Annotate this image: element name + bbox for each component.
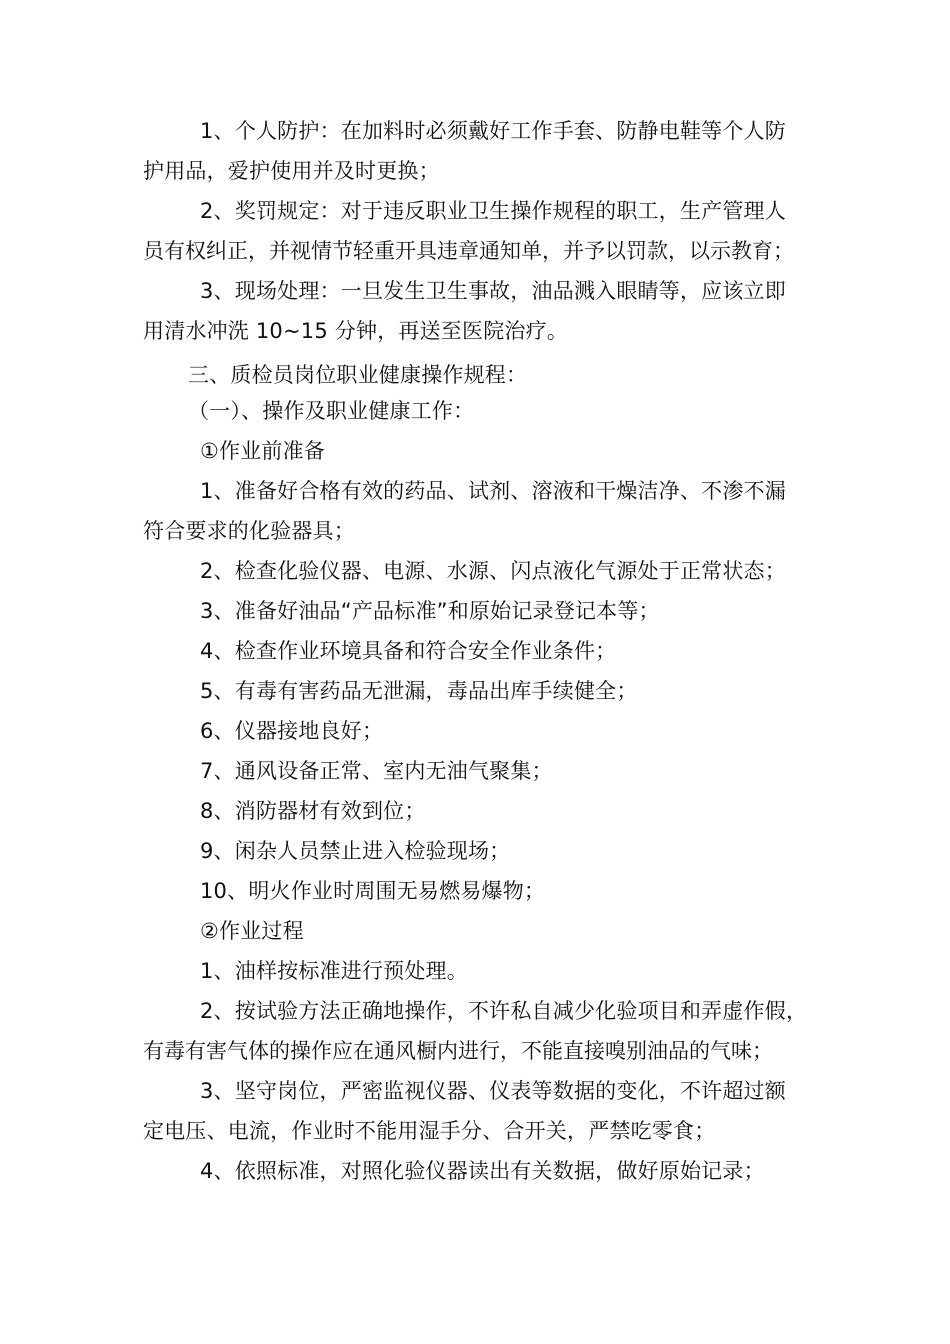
paragraph-line: 8、消防器材有效到位； xyxy=(200,799,426,823)
paragraph-line: 4、检查作业环境具备和符合安全作业条件； xyxy=(200,639,617,663)
paragraph-line: 7、通风设备正常、室内无油气聚集； xyxy=(200,759,553,783)
section-heading: 三、质检员岗位职业健康操作规程： xyxy=(188,363,528,387)
paragraph-line: 2、检查化验仪器、电源、水源、闪点液化气源处于正常状态； xyxy=(200,559,786,583)
subsection-heading: ①作业前准备 xyxy=(200,439,326,463)
paragraph-line: 3、坚守岗位，严密监视仪器、仪表等数据的变化，不许超过额 xyxy=(200,1079,786,1103)
paragraph-line: 员有权纠正，并视情节轻重开具违章通知单，并予以罚款，以示教育； xyxy=(143,239,794,263)
paragraph-line: 5、有毒有害药品无泄漏，毒品出库手续健全； xyxy=(200,679,638,703)
paragraph-line: 9、闲杂人员禁止进入检验现场； xyxy=(200,839,511,863)
paragraph-line: 符合要求的化验器具； xyxy=(143,519,355,543)
paragraph-line: 3、现场处理：一旦发生卫生事故，油品溅入眼睛等，应该立即 xyxy=(200,279,786,303)
paragraph-line: 有毒有害气体的操作应在通风橱内进行，不能直接嗅别油品的气味； xyxy=(143,1039,773,1063)
paragraph-line: 用清水冲洗 10~15 分钟，再送至医院治疗。 xyxy=(143,319,568,343)
paragraph-line: 1、油样按标准进行预处理。 xyxy=(200,959,468,983)
paragraph-line: 定电压、电流，作业时不能用湿手分、合开关，严禁吃零食； xyxy=(143,1119,716,1143)
paragraph-line: 4、依照标准，对照化验仪器读出有关数据，做好原始记录； xyxy=(200,1159,765,1183)
paragraph-line: 2、奖罚规定：对于违反职业卫生操作规程的职工，生产管理人 xyxy=(200,199,786,223)
paragraph-line: 1、准备好合格有效的药品、试剂、溶液和干燥洁净、不渗不漏 xyxy=(200,479,786,503)
subsection-heading: ②作业过程 xyxy=(200,919,304,943)
paragraph-line: 3、准备好油品“产品标准”和原始记录登记本等； xyxy=(200,599,660,623)
paragraph-line: 10、明火作业时周围无易燃易爆物； xyxy=(200,879,546,903)
subsection-heading: （一）、操作及职业健康工作： xyxy=(188,399,475,423)
paragraph-line: 护用品，爱护使用并及时更换； xyxy=(143,159,440,183)
paragraph-line: 2、按试验方法正确地操作，不许私自减少化验项目和弄虚作假， xyxy=(200,999,808,1023)
paragraph-line: 6、仪器接地良好； xyxy=(200,719,384,743)
paragraph-line: 1、个人防护：在加料时必须戴好工作手套、防静电鞋等个人防 xyxy=(200,119,786,143)
